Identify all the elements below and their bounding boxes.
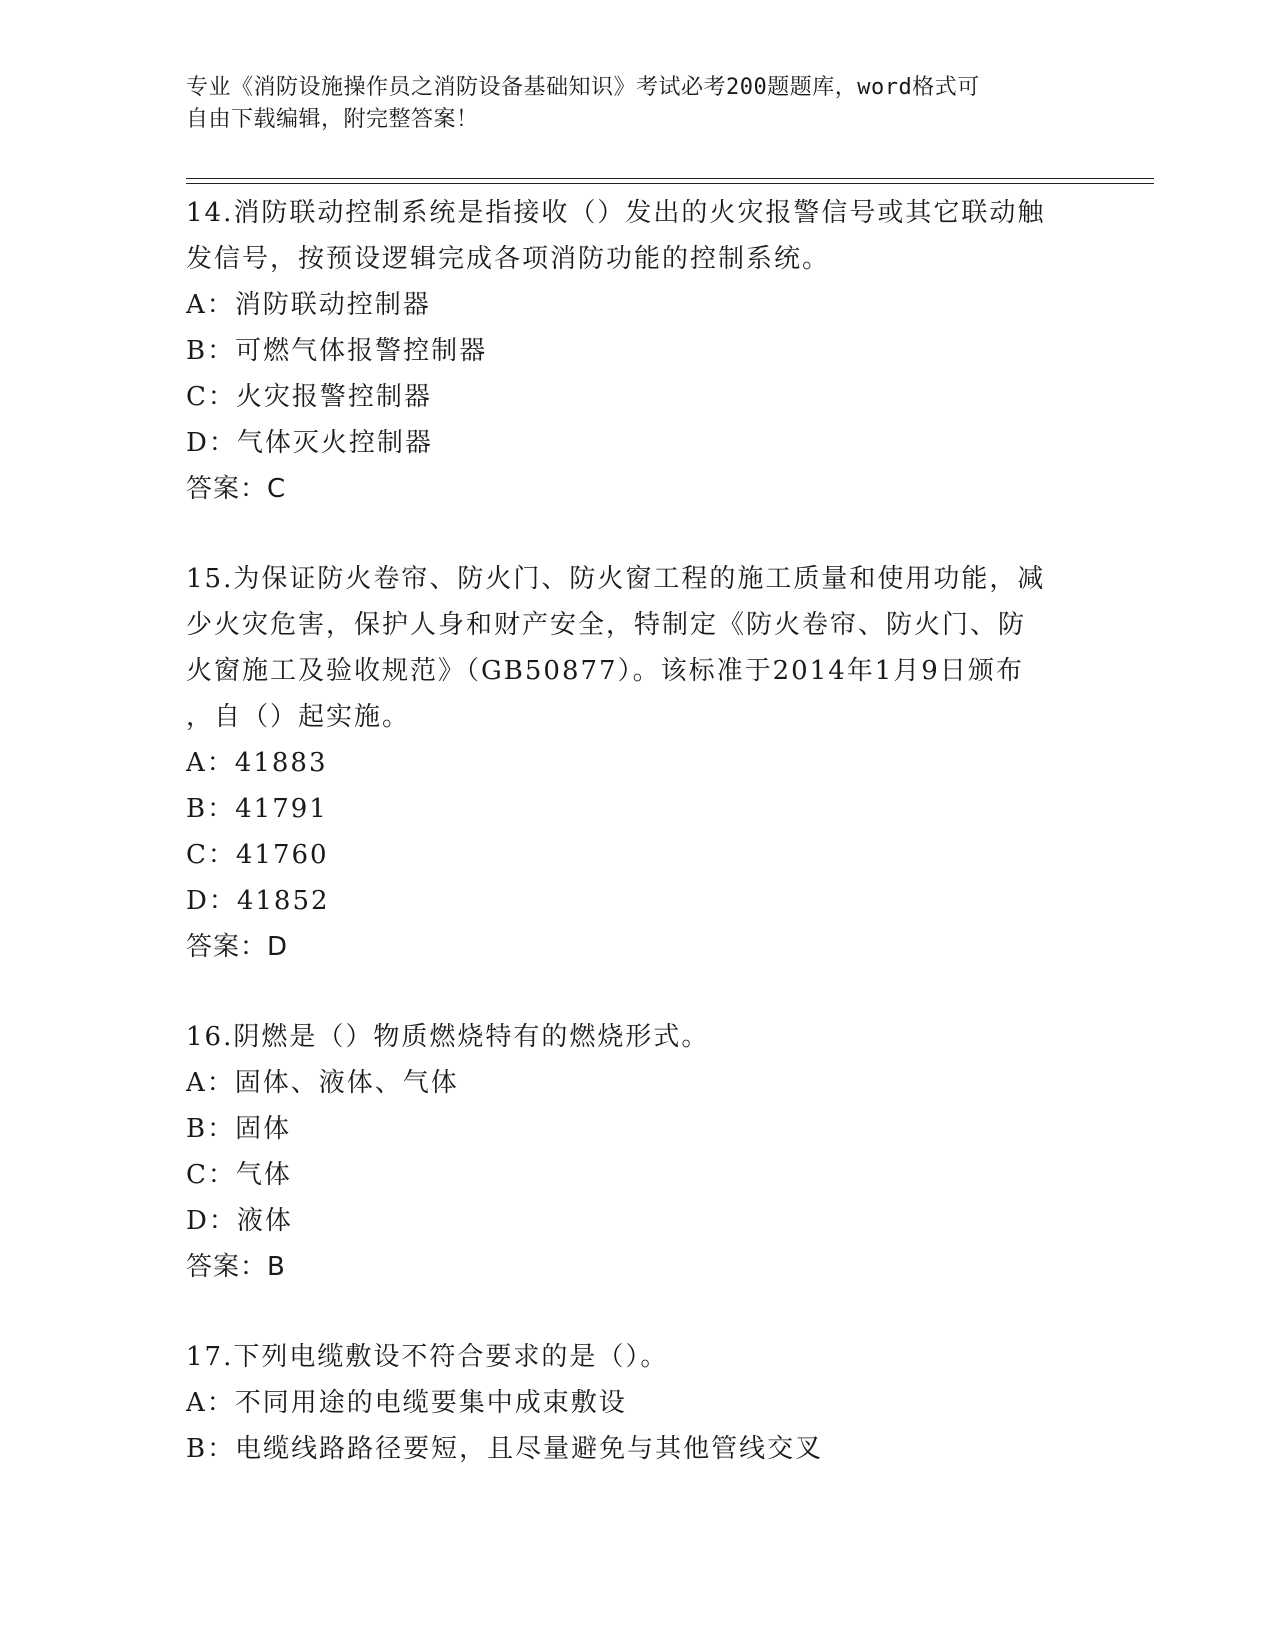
option-d: D：气体灭火控制器 [186, 428, 433, 458]
option-a: A：41883 [186, 748, 328, 778]
document-header [186, 72, 1086, 136]
question-stem-line: 火窗施工及验收规范》（GB50877）。该标准于2014年1月9日颁布 [186, 656, 1024, 686]
option-b: B：固体 [186, 1114, 292, 1144]
option-a: A：固体、液体、气体 [186, 1068, 459, 1098]
header-line-1: 专业《消防设施操作员之消防设备基础知识》考试必考200题题库，word格式可 [186, 75, 980, 100]
option-b: B：可燃气体报警控制器 [186, 336, 488, 366]
question-17 [186, 1334, 1086, 1472]
question-15 [186, 556, 1086, 970]
option-d: D：41852 [186, 886, 330, 916]
header-line-2: 自由下载编辑，附完整答案！ [186, 107, 479, 132]
option-d: D：液体 [186, 1206, 293, 1236]
option-c: C：气体 [186, 1160, 292, 1190]
option-c: C：火灾报警控制器 [186, 382, 432, 412]
question-stem-line: 14.消防联动控制系统是指接收（）发出的火灾报警信号或其它联动触 [186, 198, 1046, 228]
question-stem-line: 16.阴燃是（）物质燃烧特有的燃烧形式。 [186, 1022, 710, 1052]
option-a: A：不同用途的电缆要集中成束敷设 [186, 1388, 627, 1418]
question-14 [186, 190, 1086, 512]
question-stem-line: ，自（）起实施。 [186, 702, 411, 732]
option-b: B：电缆线路路径要短，且尽量避免与其他管线交叉 [186, 1434, 824, 1464]
answer-label: 答案：B [186, 1252, 286, 1282]
question-list [186, 190, 1086, 1472]
header-divider-top [186, 178, 1154, 179]
answer-label: 答案：D [186, 932, 289, 962]
question-stem-line: 发信号，按预设逻辑完成各项消防功能的控制系统。 [186, 244, 831, 274]
question-16 [186, 1014, 1086, 1290]
question-stem-line: 少火灾危害，保护人身和财产安全，特制定《防火卷帘、防火门、防 [186, 610, 1027, 640]
header-divider-bottom [186, 183, 1154, 184]
option-a: A：消防联动控制器 [186, 290, 431, 320]
option-c: C：41760 [186, 840, 329, 870]
question-stem-line: 17.下列电缆敷设不符合要求的是（）。 [186, 1342, 669, 1372]
question-stem-line: 15.为保证防火卷帘、防火门、防火窗工程的施工质量和使用功能，减 [186, 564, 1046, 594]
answer-label: 答案：C [186, 474, 287, 504]
option-b: B：41791 [186, 794, 328, 824]
